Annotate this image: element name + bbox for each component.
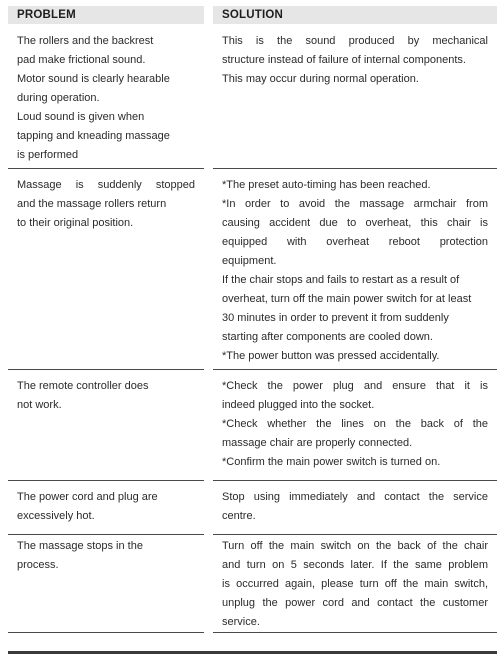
row-divider xyxy=(8,369,204,370)
row-1-problem-line: pad make frictional sound. xyxy=(17,54,146,66)
row-2-solution-line: equipment. xyxy=(222,255,277,267)
row-2-problem-line: to their original position. xyxy=(17,217,134,229)
row-2-problem-line: Massage is suddenly stopped xyxy=(17,179,195,191)
row-4-problem xyxy=(17,488,195,526)
row-divider xyxy=(8,480,204,481)
row-1-problem-line: Loud sound is given when xyxy=(17,111,145,123)
row-2-solution-line: *The power button was pressed accidentally. xyxy=(222,350,440,362)
row-4-problem-line: excessively hot. xyxy=(17,510,95,522)
header-problem: PROBLEM xyxy=(8,6,204,24)
row-2-solution-line: *In order to avoid the massage armchair from xyxy=(222,198,488,210)
header-solution: SOLUTION xyxy=(213,6,497,24)
row-divider xyxy=(213,168,497,169)
row-1-problem-line: during operation. xyxy=(17,92,100,104)
row-2-solution-line: starting after components are cooled down. xyxy=(222,331,433,343)
row-5-problem-line: process. xyxy=(17,559,59,571)
row-1-problem-line: Motor sound is clearly hearable xyxy=(17,73,170,85)
row-2-solution-line: If the chair stops and fails to restart as a result of xyxy=(222,274,460,286)
row-5-solution-line: Turn off the main switch on the back of the chair xyxy=(222,540,488,552)
row-3-problem xyxy=(17,377,195,415)
row-4-solution xyxy=(222,488,488,526)
row-1-problem-line: is performed xyxy=(17,149,79,161)
row-5-solution-line: is occurred again, please turn off the main switch, xyxy=(222,578,488,590)
row-2-solution-line: 30 minutes in order to prevent it from suddenly xyxy=(222,312,449,324)
row-2-solution-line: causing accident due to overheat, this chair is xyxy=(222,217,488,229)
row-2-solution-line: overheat, turn off the main power switch for at least xyxy=(222,293,472,305)
row-4-solution-line: centre. xyxy=(222,510,256,522)
row-5-problem xyxy=(17,537,195,575)
row-1-problem-line: tapping and kneading massage xyxy=(17,130,170,142)
row-1-solution-line: This is the sound produced by mechanical xyxy=(222,35,488,47)
row-3-solution-line: *Confirm the main power switch is turned on. xyxy=(222,456,441,468)
row-4-problem-line: The power cord and plug are xyxy=(17,491,158,503)
row-divider xyxy=(8,168,204,169)
row-5-solution xyxy=(222,537,488,632)
page-bottom-rule xyxy=(8,651,497,654)
row-5-solution-line: service. xyxy=(222,616,260,628)
row-divider xyxy=(213,480,497,481)
row-3-solution xyxy=(222,377,488,472)
row-5-solution-line: unplug the power cord and contact the customer xyxy=(222,597,488,609)
row-2-solution xyxy=(222,176,488,366)
row-1-problem-line: The rollers and the backrest xyxy=(17,35,154,47)
row-divider xyxy=(213,369,497,370)
row-divider xyxy=(213,534,497,535)
row-5-solution-line: and turn on 5 seconds later. If the same problem xyxy=(222,559,488,571)
row-divider xyxy=(213,632,497,633)
row-3-solution-line: massage chair are properly connected. xyxy=(222,437,413,449)
row-3-problem-line: not work. xyxy=(17,399,62,411)
row-3-solution-line: *Check whether the lines on the back of the xyxy=(222,418,488,430)
row-4-solution-line: Stop using immediately and contact the service xyxy=(222,491,488,503)
row-2-problem-line: and the massage rollers return xyxy=(17,198,167,210)
row-divider xyxy=(8,632,204,633)
row-1-solution-line: structure instead of failure of internal components. xyxy=(222,54,466,66)
row-3-solution-line: *Check the power plug and ensure that it is xyxy=(222,380,488,392)
row-1-solution-line: This may occur during normal operation. xyxy=(222,73,419,85)
row-1-solution xyxy=(222,32,488,89)
row-5-problem-line: The massage stops in the xyxy=(17,540,143,552)
row-3-problem-line: The remote controller does xyxy=(17,380,149,392)
row-divider xyxy=(8,534,204,535)
row-1-problem xyxy=(17,32,195,165)
row-3-solution-line: indeed plugged into the socket. xyxy=(222,399,375,411)
row-2-solution-line: *The preset auto-timing has been reached. xyxy=(222,179,431,191)
row-2-solution-line: equipped with overheat reboot protection xyxy=(222,236,488,248)
row-2-problem xyxy=(17,176,195,233)
